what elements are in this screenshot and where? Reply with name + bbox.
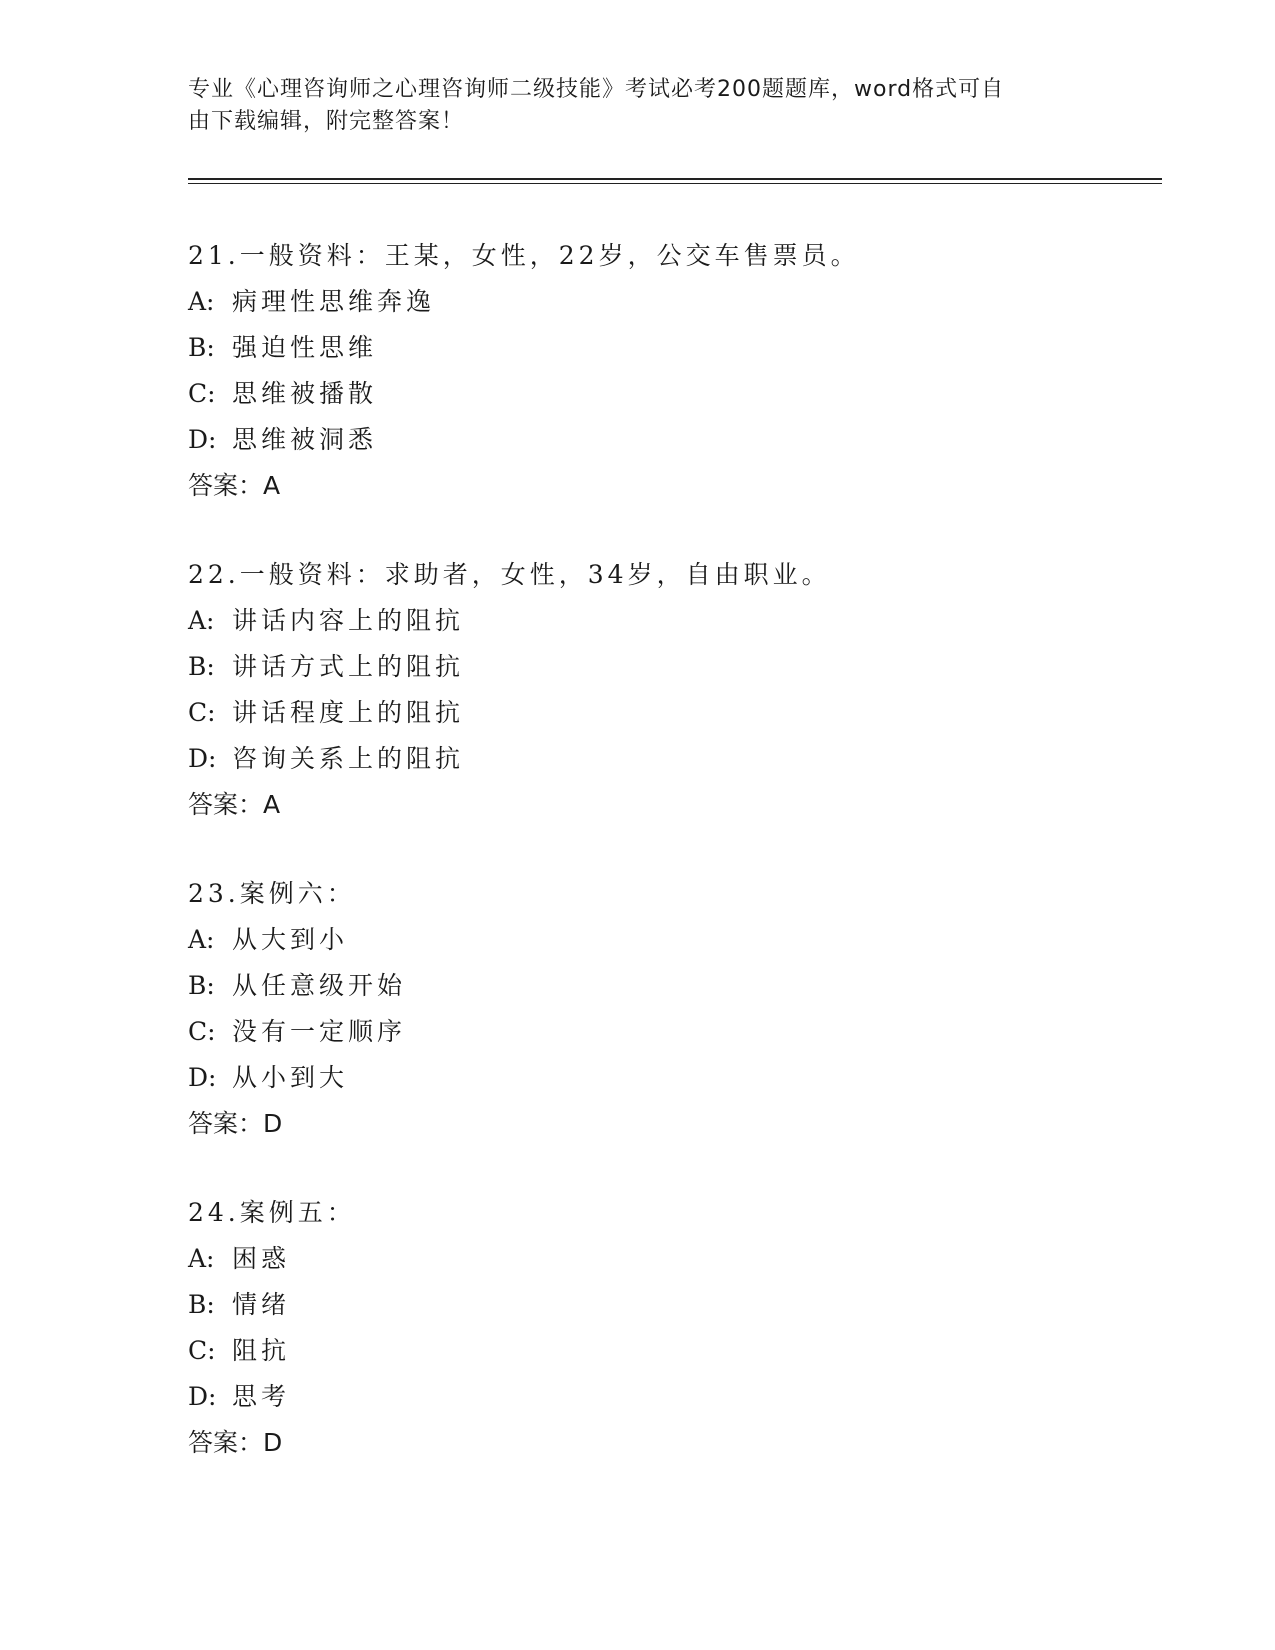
option-text: 困惑	[232, 1244, 291, 1273]
answer-line: 答案：D	[188, 1109, 283, 1138]
question-stem: 21.一般资料：王某，女性，22岁，公交车售票员。	[188, 241, 860, 270]
option-a	[188, 917, 1088, 963]
option-letter: C:	[188, 1336, 216, 1365]
option-letter: C:	[188, 379, 216, 408]
option-letter: B:	[188, 652, 215, 681]
question-stem: 22.一般资料：求助者，女性，34岁，自由职业。	[188, 560, 831, 589]
answer-line: 答案：D	[188, 1428, 283, 1457]
option-text: 讲话程度上的阻抗	[232, 698, 465, 727]
option-text: 思维被洞悉	[232, 425, 378, 454]
option-letter: D:	[188, 1382, 217, 1411]
option-b	[188, 963, 1088, 1009]
question-stem: 23.案例六：	[188, 879, 356, 908]
option-letter: B:	[188, 971, 215, 1000]
option-text: 讲话内容上的阻抗	[232, 606, 465, 635]
option-letter: C:	[188, 698, 216, 727]
option-letter: B:	[188, 1290, 215, 1319]
option-letter: A:	[188, 1244, 215, 1273]
option-letter: A:	[188, 606, 215, 635]
header-line-1: 专业《心理咨询师之心理咨询师二级技能》考试必考200题题库，word格式可自	[188, 77, 1005, 102]
option-a	[188, 279, 1088, 325]
option-letter: B:	[188, 333, 215, 362]
question-22	[188, 552, 1088, 828]
option-d	[188, 417, 1088, 463]
option-c	[188, 1328, 1088, 1374]
option-text: 思考	[232, 1382, 291, 1411]
question-stem: 24.案例五：	[188, 1198, 356, 1227]
document-header	[188, 74, 1068, 138]
option-c	[188, 1009, 1088, 1055]
option-d	[188, 1374, 1088, 1420]
option-letter: A:	[188, 287, 215, 316]
option-text: 病理性思维奔逸	[232, 287, 436, 316]
header-divider-thick	[188, 178, 1162, 180]
option-letter: A:	[188, 925, 215, 954]
option-text: 讲话方式上的阻抗	[232, 652, 465, 681]
option-text: 从小到大	[232, 1063, 349, 1092]
question-23	[188, 871, 1088, 1147]
header-divider-thin	[188, 183, 1162, 184]
option-letter: D:	[188, 425, 217, 454]
answer-line: 答案：A	[188, 790, 281, 819]
option-text: 情绪	[232, 1290, 291, 1319]
option-a	[188, 1236, 1088, 1282]
option-text: 咨询关系上的阻抗	[232, 744, 465, 773]
option-b	[188, 325, 1088, 371]
option-d	[188, 736, 1088, 782]
option-b	[188, 644, 1088, 690]
option-d	[188, 1055, 1088, 1101]
answer-line: 答案：A	[188, 471, 281, 500]
option-letter: D:	[188, 744, 217, 773]
option-b	[188, 1282, 1088, 1328]
option-a	[188, 598, 1088, 644]
option-text: 从大到小	[232, 925, 349, 954]
option-text: 思维被播散	[232, 379, 378, 408]
option-letter: C:	[188, 1017, 216, 1046]
option-letter: D:	[188, 1063, 217, 1092]
question-21	[188, 233, 1088, 509]
option-text: 阻抗	[232, 1336, 291, 1365]
option-text: 没有一定顺序	[232, 1017, 407, 1046]
header-line-2: 由下载编辑，附完整答案！	[188, 109, 465, 134]
option-text: 强迫性思维	[232, 333, 378, 362]
question-24	[188, 1190, 1088, 1466]
option-c	[188, 371, 1088, 417]
option-c	[188, 690, 1088, 736]
option-text: 从任意级开始	[232, 971, 407, 1000]
